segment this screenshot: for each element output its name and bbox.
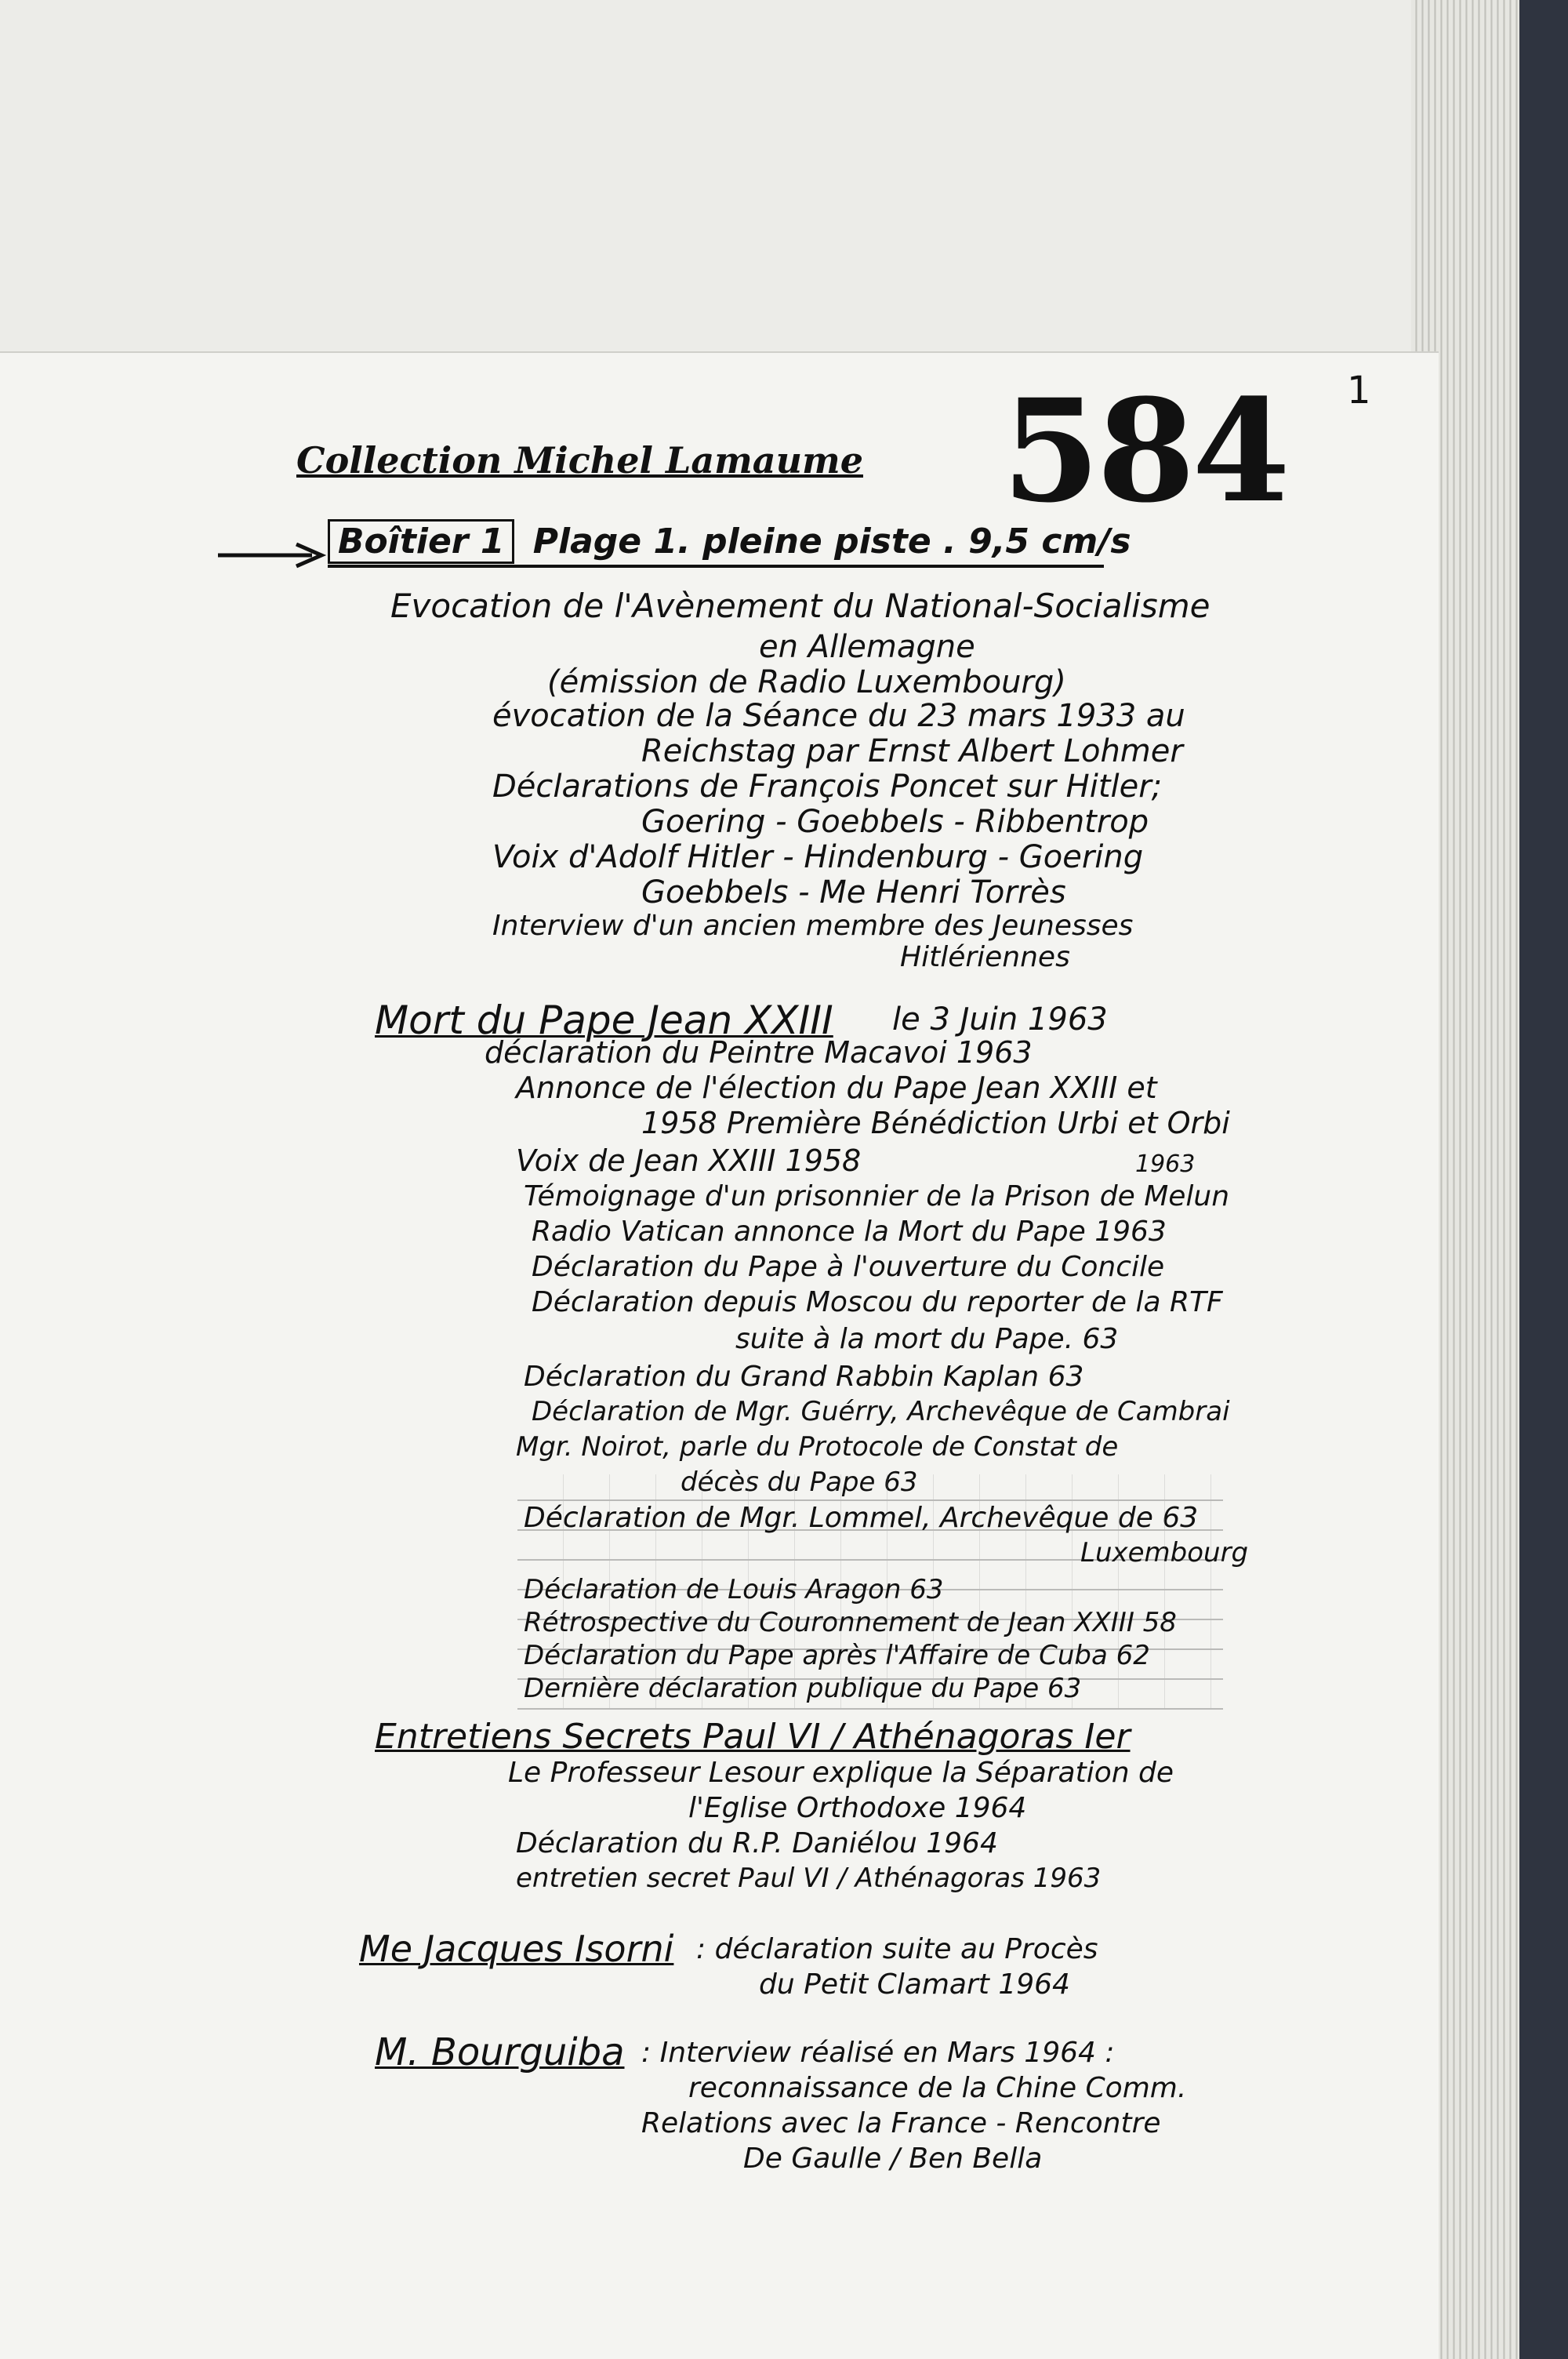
catalog-number: 584 xyxy=(1002,369,1287,534)
section4-title: Me Jacques Isorni xyxy=(359,1928,674,1970)
section3-title: Entretiens Secrets Paul VI / Athénagoras Ier xyxy=(375,1717,1131,1757)
section2-line: Témoignage d'un prisonnier de la Prison de Melun xyxy=(524,1180,1230,1212)
section2-line: Déclaration de Louis Aragon 63 xyxy=(524,1574,944,1605)
section4-line: : déclaration suite au Procès xyxy=(696,1933,1098,1965)
section3-line: l'Eglise Orthodoxe 1964 xyxy=(688,1792,1027,1824)
section2-title: Mort du Pape Jean XXIII xyxy=(375,998,833,1043)
section2-line: Déclaration de Mgr. Lommel, Archevêque de 63 xyxy=(524,1502,1199,1534)
section2-line: Mgr. Noirot, parle du Protocole de Constat de xyxy=(516,1431,1119,1463)
section3-line: Le Professeur Lesour explique la Séparation de xyxy=(508,1757,1174,1789)
section2-line: Voix de Jean XXIII 1958 xyxy=(516,1143,862,1178)
section5-line: De Gaulle / Ben Bella xyxy=(743,2143,1043,2175)
section1-line: Déclarations de François Poncet sur Hitler; xyxy=(492,769,1163,805)
section3-line: Déclaration du R.P. Daniélou 1964 xyxy=(516,1827,998,1859)
section1-line: Goering - Goebbels - Ribbentrop xyxy=(641,804,1149,840)
section2-line: décès du Pape 63 xyxy=(681,1467,918,1498)
arrow-right-icon xyxy=(218,540,328,571)
section5-line: Relations avec la France - Rencontre xyxy=(641,2107,1161,2139)
section1-line: Goebbels - Me Henri Torrès xyxy=(641,874,1066,911)
section2-line: Déclaration du Grand Rabbin Kaplan 63 xyxy=(524,1361,1084,1393)
section1-line: Interview d'un ancien membre des Jeunesses xyxy=(492,910,1134,942)
section4-line: du Petit Clamart 1964 xyxy=(759,1968,1070,2001)
section2-line: suite à la mort du Pape. 63 xyxy=(735,1323,1119,1355)
section2-line: Déclaration du Pape à l'ouverture du Concile xyxy=(532,1251,1165,1283)
section1-line: évocation de la Séance du 23 mars 1933 au xyxy=(492,698,1185,734)
section1-line: (émission de Radio Luxembourg) xyxy=(547,664,1066,700)
section2-line: Luxembourg xyxy=(1080,1537,1249,1568)
section2-line: déclaration du Peintre Macavoi 1963 xyxy=(485,1035,1033,1070)
section5-title: M. Bourguiba xyxy=(375,2030,625,2074)
section2-line: Déclaration depuis Moscou du reporter de la RTF xyxy=(532,1286,1223,1318)
section2-line: Déclaration du Pape après l'Affaire de Cuba 62 xyxy=(524,1640,1150,1671)
section2-line: Dernière déclaration publique du Pape 63 xyxy=(524,1673,1082,1704)
binder-cover xyxy=(1519,0,1568,2359)
disc-detail: pleine piste . 9,5 cm/s xyxy=(702,522,1131,562)
section1-line: Reichstag par Ernst Albert Lohmer xyxy=(641,733,1183,769)
section2-line: Rétrospective du Couronnement de Jean XXIII 58 xyxy=(524,1607,1177,1638)
section5-line: reconnaissance de la Chine Comm. xyxy=(688,2072,1187,2104)
disc-underline xyxy=(328,565,1104,568)
section2-line: Annonce de l'élection du Pape Jean XXIII et xyxy=(516,1070,1157,1105)
section1-title: Evocation de l'Avènement du National-Socialisme xyxy=(390,587,1210,625)
section1-line: Hitlériennes xyxy=(900,941,1070,973)
section3-line: entretien secret Paul VI / Athénagoras 1963 xyxy=(516,1863,1102,1894)
folio-number: 1 xyxy=(1347,369,1371,413)
section5-line: : Interview réalisé en Mars 1964 : xyxy=(641,2037,1115,2069)
disc-box-label: Boîtier 1 xyxy=(328,519,514,564)
disc-face: Plage 1. xyxy=(532,522,691,562)
section2-date: le 3 Juin 1963 xyxy=(892,1001,1108,1038)
section2-line: Radio Vatican annonce la Mort du Pape 1963 xyxy=(532,1216,1167,1248)
disc-info xyxy=(328,522,1131,562)
section2-line: 1958 Première Bénédiction Urbi et Orbi xyxy=(641,1106,1230,1140)
section2-line: 1963 xyxy=(1135,1150,1196,1178)
section1-line: Voix d'Adolf Hitler - Hindenburg - Goering xyxy=(492,839,1144,875)
section2-line: Déclaration de Mgr. Guérry, Archevêque de Cambrai xyxy=(532,1396,1230,1427)
collection-title: Collection Michel Lamaume xyxy=(296,439,863,482)
previous-page xyxy=(0,0,1427,353)
section1-line: en Allemagne xyxy=(759,629,975,665)
